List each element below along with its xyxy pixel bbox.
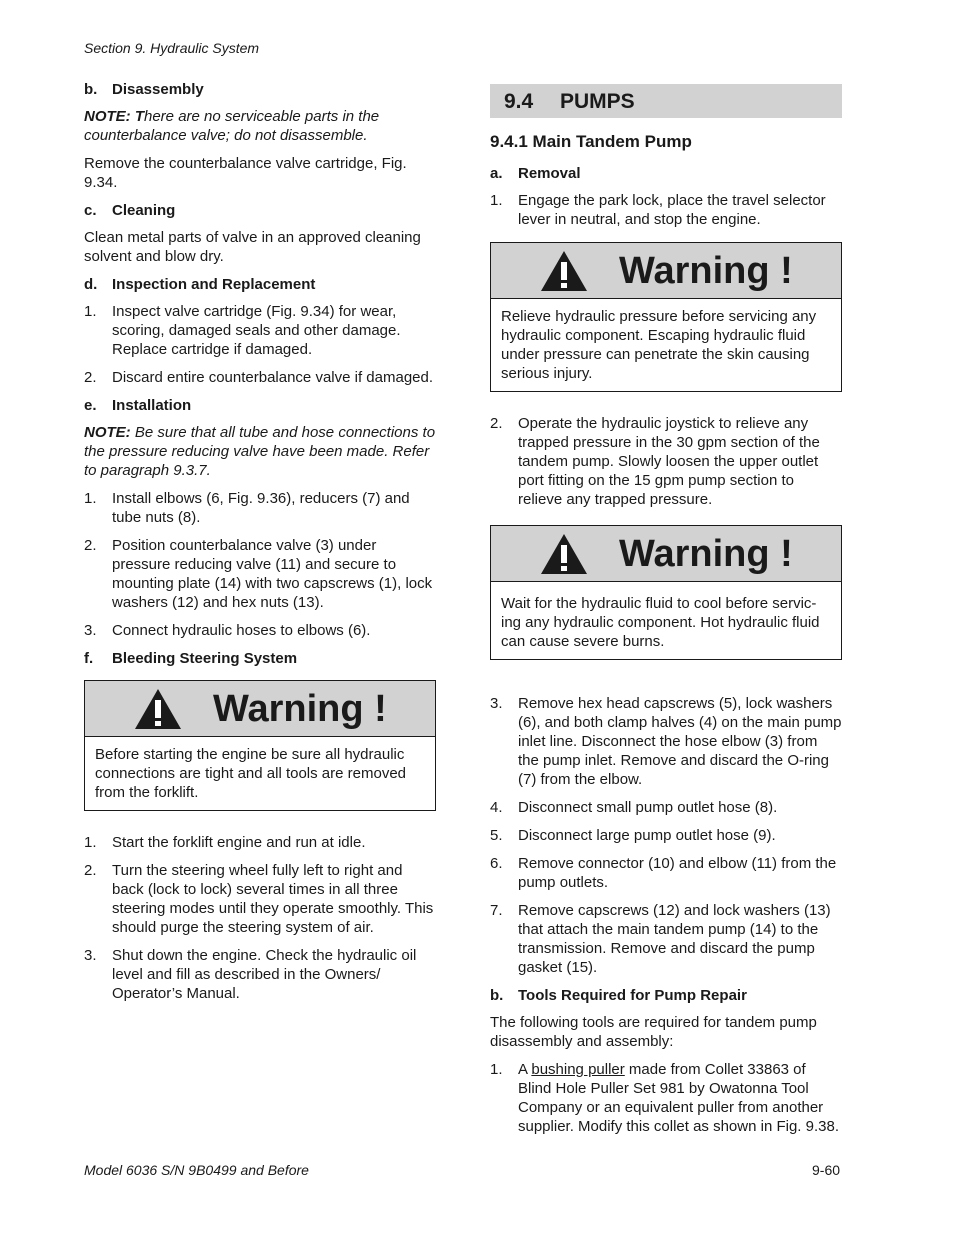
warning-header bbox=[491, 243, 841, 299]
warning-text: Relieve hydraulic pressure before servicing any hydraulic component. Escaping hydraulic fluid under pressure can penetrate the skin causing serious injury. bbox=[501, 308, 817, 382]
subheading-disassembly: b. Disassembly bbox=[84, 81, 204, 98]
footer-model: Model 6036 S/N 9B0499 and Before bbox=[84, 1162, 309, 1178]
page-number: 9-60 bbox=[812, 1162, 841, 1178]
subheading-inspection: d. Inspection and Replacement bbox=[84, 276, 316, 293]
note-installation: NOTE: Be sure that all tube and hose connections to the pressure reducing valve have been made. Refer to paragraph 9.3.7. bbox=[84, 424, 436, 479]
warning-box bbox=[490, 525, 842, 660]
subsection-title: 9.4.1 Main Tandem Pump bbox=[490, 132, 692, 151]
list-item: 2. Position counterbalance valve (3) under pressure reducing valve (11) and secure to mounting plate (14) with two capscrews (1), lock washers (12) and hex nuts (13). bbox=[84, 537, 433, 611]
list-item: 3. Remove hex head capscrews (5), lock washers (6), and both clamp halves (4) on the main pump inlet line. Disconnect the hose elbow (3) from the pump inlet. Remove and discard the O-ring (7) from the elbow. bbox=[490, 695, 842, 788]
list-item: 1. A bushing puller made from Collet 33863 of Blind Hole Puller Set 981 by Owatonna Tool Company or an equivalent puller from another supplier. Modify this collet as shown in Fig. 9.38. bbox=[490, 1061, 839, 1135]
warning-triangle-icon bbox=[539, 532, 589, 576]
warning-title: Warning ! bbox=[213, 687, 387, 730]
subheading-bleeding: f. Bleeding Steering System bbox=[84, 650, 298, 667]
list-item: 7. Remove capscrews (12) and lock washers (13) that attach the main tandem pump (14) to the transmission. Remove and discard the pump gasket (15). bbox=[490, 902, 831, 976]
list-item: 1. Engage the park lock, place the travel selector lever in neutral, and stop the engine. bbox=[490, 192, 826, 228]
list-item: 4. Disconnect small pump outlet hose (8). bbox=[490, 799, 778, 816]
warning-header bbox=[85, 681, 435, 737]
list-item: 2. Operate the hydraulic joystick to relieve any trapped pressure in the 30 gpm section of the tandem pump. Slowly loosen the upper outlet port fitting on the 15 gpm pump section to relieve any trapped pressure. bbox=[490, 415, 820, 508]
bushing-puller-link[interactable]: bushing puller bbox=[531, 1061, 625, 1078]
left-column bbox=[84, 80, 436, 1012]
warning-triangle-icon bbox=[133, 687, 183, 731]
list-item: 6. Remove connector (10) and elbow (11) from the pump outlets. bbox=[490, 855, 837, 891]
list-item: 2. Discard entire counterbalance valve if damaged. bbox=[84, 369, 434, 386]
paragraph: Clean metal parts of valve in an approved cleaning solvent and blow dry. bbox=[84, 229, 421, 265]
warning-box bbox=[490, 242, 842, 392]
warning-triangle-icon bbox=[539, 249, 589, 293]
warning-header bbox=[491, 526, 841, 582]
list-item: 1. Inspect valve cartridge (Fig. 9.34) for wear, scoring, damaged seals and other damage. Replace cartridge if damaged. bbox=[84, 303, 401, 358]
warning-box bbox=[84, 680, 436, 811]
list-item: 3. Connect hydraulic hoses to elbows (6). bbox=[84, 622, 371, 639]
warning-title: Warning ! bbox=[619, 532, 793, 575]
warning-text: Before starting the engine be sure all hydraulic connections are tight and all tools are removed from the forklift. bbox=[95, 746, 407, 801]
section-title: 9.4 PUMPS bbox=[490, 84, 842, 118]
note-disassembly: NOTE: There are no serviceable parts in the counterbalance valve; do not disassemble. bbox=[84, 108, 380, 144]
subheading-tools: b. Tools Required for Pump Repair bbox=[490, 987, 747, 1004]
paragraph: Remove the counterbalance valve cartridge, Fig. 9.34. bbox=[84, 155, 407, 191]
list-item: 2. Turn the steering wheel fully left to right and back (lock to lock) several times in all three steering modes until they operate smoothly. This should purge the steering system of air. bbox=[84, 862, 434, 936]
list-item: 1. Install elbows (6, Fig. 9.36), reducers (7) and tube nuts (8). bbox=[84, 490, 410, 526]
list-item: 5. Disconnect large pump outlet hose (9). bbox=[490, 827, 776, 844]
list-item: 3. Shut down the engine. Check the hydraulic oil level and fill as described in the Owners/ Operator’s Manual. bbox=[84, 947, 417, 1002]
paragraph: The following tools are required for tandem pump disassembly and assembly: bbox=[490, 1014, 817, 1050]
right-column bbox=[490, 80, 842, 1145]
warning-text: Wait for the hydraulic fluid to cool before servicing any hydraulic component. Hot hydraulic fluid can cause severe burns. bbox=[501, 595, 820, 650]
subheading-cleaning: c. Cleaning bbox=[84, 202, 176, 219]
subheading-removal: a. Removal bbox=[490, 165, 581, 182]
warning-title: Warning ! bbox=[619, 249, 793, 292]
list-item: 1. Start the forklift engine and run at idle. bbox=[84, 834, 366, 851]
running-header: Section 9. Hydraulic System bbox=[84, 40, 260, 56]
subheading-installation: e. Installation bbox=[84, 397, 192, 414]
